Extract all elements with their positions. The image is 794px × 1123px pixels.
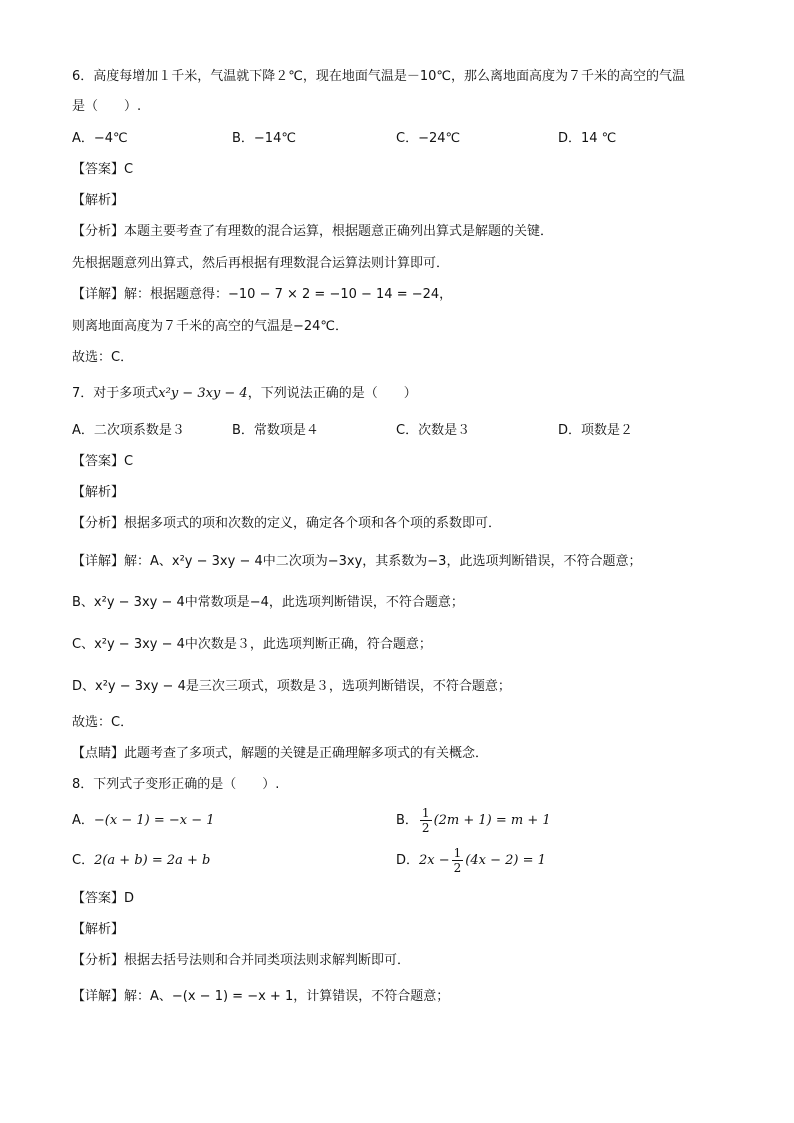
q7-detail-d: D、x²y − 3xy − 4是三次三项式，项数是３，选项判断错误，不符合题意；: [72, 679, 511, 694]
q7-analysis-head: 【解析】: [72, 485, 125, 500]
q6-option-d: D．14 ℃: [558, 131, 617, 146]
q7-answer: 【答案】C: [72, 454, 134, 469]
q8-option-d-denominator: 2: [453, 861, 462, 875]
q6-analysis: 【分析】本题主要考查了有理数的混合运算，根据题意正确列出算式是解题的关键．: [72, 224, 554, 239]
q7-option-a: A．二次项系数是３: [72, 423, 185, 438]
q8-analysis-head: 【解析】: [72, 922, 125, 937]
q7-detail-a: 【详解】解：A、x²y − 3xy − 4中二次项为−3xy，其系数为−3，此选项判断错误，不符合题意；: [72, 554, 642, 569]
q8-option-a-label: A．: [72, 813, 94, 828]
q6-detail-2: 则离地面高度为７千米的高空的气温是−24℃．: [72, 319, 349, 334]
q8-detail: 【详解】解：A、−(x − 1) = −x + 1，计算错误，不符合题意；: [72, 989, 450, 1004]
q8-option-b-fraction: [420, 806, 432, 835]
q8-option-d-label: D．: [396, 853, 420, 868]
q8-option-b-expr: (2m + 1) = m + 1: [433, 813, 551, 828]
q8-option-d-numerator: 1: [453, 846, 462, 860]
q8-option-a-expr: −(x − 1) = −x − 1: [93, 813, 215, 828]
q7-stem-polynomial: x²y − 3xy − 4: [158, 386, 248, 401]
q7-option-c: C．次数是３: [396, 423, 471, 438]
q7-stem-suffix: ，下列说法正确的是（ ）: [247, 386, 417, 401]
q7-stem-prefix: 7．对于多项式: [72, 386, 159, 401]
q8-answer: 【答案】D: [72, 891, 135, 906]
q8-option-c: [72, 852, 210, 870]
q8-option-d-pre: 2x −: [419, 853, 450, 868]
q7-detail-b: B、x²y − 3xy − 4中常数项是−4，此选项判断错误，不符合题意；: [72, 595, 464, 610]
q6-option-a: A．−4℃: [72, 131, 128, 146]
q8-option-a: [72, 812, 215, 830]
q6-analysis-head: 【解析】: [72, 193, 125, 208]
q6-option-b: B．−14℃: [232, 131, 296, 146]
q6-analysis-2: 先根据题意列出算式，然后再根据有理数混合运算法则计算即可．: [72, 256, 450, 271]
q7-option-d: D．项数是２: [558, 423, 634, 438]
q6-choose: 故选：C．: [72, 350, 134, 365]
q8-option-c-label: C．: [72, 853, 95, 868]
q7-detail-c: C、x²y − 3xy − 4中次数是３，此选项判断正确，符合题意；: [72, 637, 432, 652]
q6-answer: 【答案】C: [72, 162, 134, 177]
q6-detail: 【详解】解：根据题意得：−10 − 7 × 2 = −10 − 14 = −24，: [72, 287, 453, 302]
q7-stem: [72, 385, 417, 403]
q8-option-d-fraction: [452, 846, 464, 875]
q8-option-b: [396, 805, 551, 837]
q8-option-b-label: B．: [396, 813, 418, 828]
q8-option-d-expr: (4x − 2) = 1: [465, 853, 546, 868]
q8-option-c-expr: 2(a + b) = 2a + b: [94, 853, 211, 868]
q8-stem: 8．下列式子变形正确的是（ ）.: [72, 777, 280, 792]
q7-choose: 故选：C．: [72, 715, 134, 730]
q7-analysis: 【分析】根据多项式的项和次数的定义，确定各个项和各个项的系数即可．: [72, 516, 502, 531]
q8-option-b-numerator: 1: [421, 806, 430, 820]
q7-option-b: B．常数项是４: [232, 423, 319, 438]
q6-stem-line2: 是（ ）.: [72, 99, 142, 114]
q8-option-d: [396, 845, 546, 877]
q8-analysis: 【分析】根据去括号法则和合并同类项法则求解判断即可．: [72, 953, 411, 968]
q8-option-b-denominator: 2: [421, 821, 430, 835]
q6-option-c: C．−24℃: [396, 131, 461, 146]
q6-stem-line1: 6．高度每增加１千米，气温就下降２℃，现在地面气温是－10℃，那么离地面高度为７千米的高空的气温: [72, 69, 686, 84]
q7-comment: 【点睛】此题考查了多项式，解题的关键是正确理解多项式的有关概念．: [72, 746, 489, 761]
